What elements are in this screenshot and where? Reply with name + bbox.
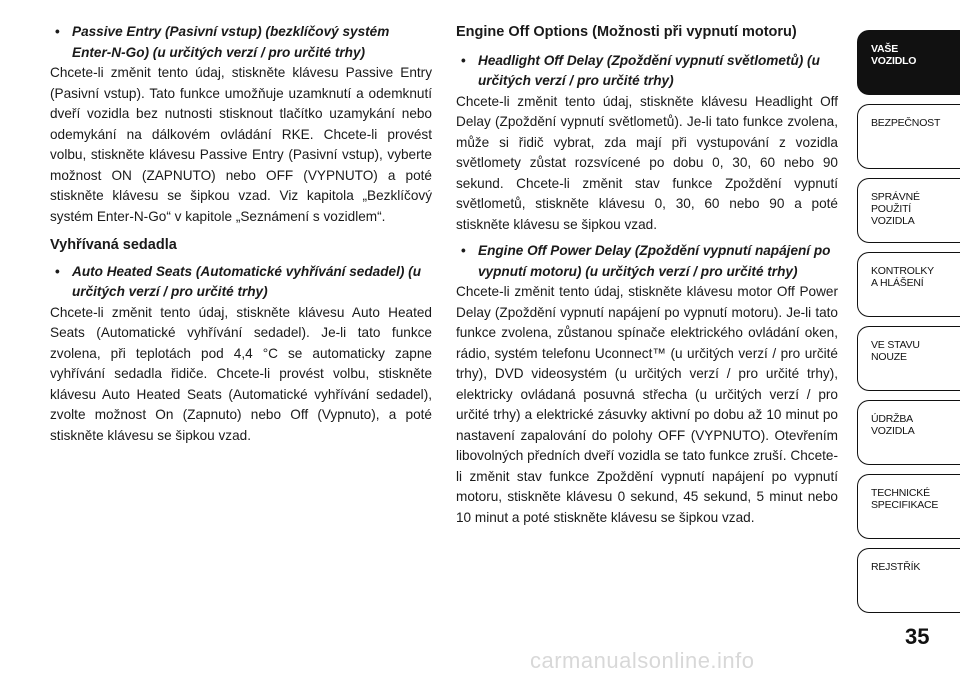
headlight-off-delay-text: Chcete-li změnit tento údaj, stiskněte klávesu Headlight Off Delay (Zpoždění vypnutí světlometů). Je-li tato funkce zvolena, může si řidič vybrat, zda mají při vystupování z vozidla světlomety zůstat rozsvícené po dobu 0, 30, 60 nebo 90 sekund. Chcete-li změnit stav funkce Zpoždění vypnutí světlometů, stiskněte klávesu 0, 30, 60 nebo 90 a poté stiskněte klávesu se šipkou vzad. (456, 93, 838, 232)
tab-technicke-specifikace[interactable]: TECHNICKÉ SPECIFIKACE (857, 474, 960, 539)
headlight-off-delay-title: • Headlight Off Delay (Zpoždění vypnutí světlometů) (u určitých verzí / pro určité trhy) (456, 51, 838, 92)
engine-off-power-delay-text: Chcete-li změnit tento údaj, stiskněte klávesu motor Off Power Delay (Zpoždění vypnutí napájení po vypnutí motoru). Je-li tato funkce zvolena, zůstanou spínače elektrického ovládání oken, rádio, systém telefonu Uconnect™ (u určitých verzí / pro určité trhy), DVD videosystém (u určitých verzí / pro určité trhy), elektricky ovládaná posuvná střecha (u určitých verzí / pro určité trhy) a elektrické zásuvky aktivní po dobu až 10 minut po nastavení zapalování do polohy OFF (VYPNUTO). Otevřením libovolných předních dveří vozidla se tato funkce zruší. Chcete-li změnit stav funkce Zpoždění vypnutí napájení po vypnutí motoru, stiskněte klávesu 0 sekund, 45 sekund, 5 minut nebo 10 minut a poté stiskněte klávesu se šipkou vzad. (456, 284, 838, 525)
tab-spravne-pouziti-vozidla[interactable]: SPRÁVNÉ POUŽITÍ VOZIDLA (857, 178, 960, 243)
passive-entry-title: • Passive Entry (Pasivní vstup) (bezklíčový systém Enter-N-Go) (u určitých verzí / pro určité trhy) (50, 22, 432, 63)
engine-off-options-heading: Engine Off Options (Možnosti při vypnutí motoru) (456, 24, 797, 40)
tab-vase-vozidlo[interactable]: VAŠE VOZIDLO (857, 30, 960, 95)
watermark: carmanualsonline.info (530, 648, 755, 673)
tab-udrzba-vozidla[interactable]: ÚDRŽBA VOZIDLA (857, 400, 960, 465)
auto-heated-seats-text: Chcete-li změnit tento údaj, stiskněte klávesu Auto Heated Seats (Automatické vyhřívání sedadel). Je-li tato funkce zvolena, při teplotách pod 4,4 °C se automaticky zapne vyhřívání sedadla řidiče. Chcete-li provést volbu, stiskněte klávesu Auto Heated Seats (Automatické vyhřívání sedadel), zvolte možnost On (Zapnuto) nebo Off (Vypnuto), a poté stiskněte klávesu se šipkou vzad. (50, 304, 432, 443)
tab-kontrolky-a-hlaseni[interactable]: KONTROLKY A HLÁŠENÍ (857, 252, 960, 317)
right-column (456, 22, 838, 528)
left-column (50, 22, 432, 446)
tab-rejstrik[interactable]: REJSTŘÍK (857, 548, 960, 613)
engine-off-power-delay-title: • Engine Off Power Delay (Zpoždění vypnutí napájení po vypnutí motoru) (u určitých verzí / pro určité trhy) (456, 241, 838, 282)
tab-ve-stavu-nouze[interactable]: VE STAVU NOUZE (857, 326, 960, 391)
tab-bezpecnost[interactable]: BEZPEČNOST (857, 104, 960, 169)
page-number: 35 (905, 624, 930, 649)
passive-entry-text: Chcete-li změnit tento údaj, stiskněte klávesu Passive Entry (Pasivní vstup). Tato funkce umožňuje uzamknutí a odemknutí dveří vozidla bez nutnosti stisknout tlačítko uzamykání nebo odemykání na dálkovém ovládání RKE. Chcete-li provést volbu, stiskněte klávesu Passive Entry (Pasivní vstup), vyberte možnost ON (ZAPNUTO) nebo OFF (VYPNUTO) a poté stiskněte klávesu se šipkou vzad. Viz kapitola „Bezklíčový systém Enter-N-Go“ v kapitole „Seznámení s vozidlem“. (50, 65, 432, 224)
heated-seats-heading: Vyhřívaná sedadla (50, 237, 177, 253)
auto-heated-seats-title: • Auto Heated Seats (Automatické vyhřívání sedadel) (u určitých verzí / pro určité trhy) (50, 262, 432, 303)
